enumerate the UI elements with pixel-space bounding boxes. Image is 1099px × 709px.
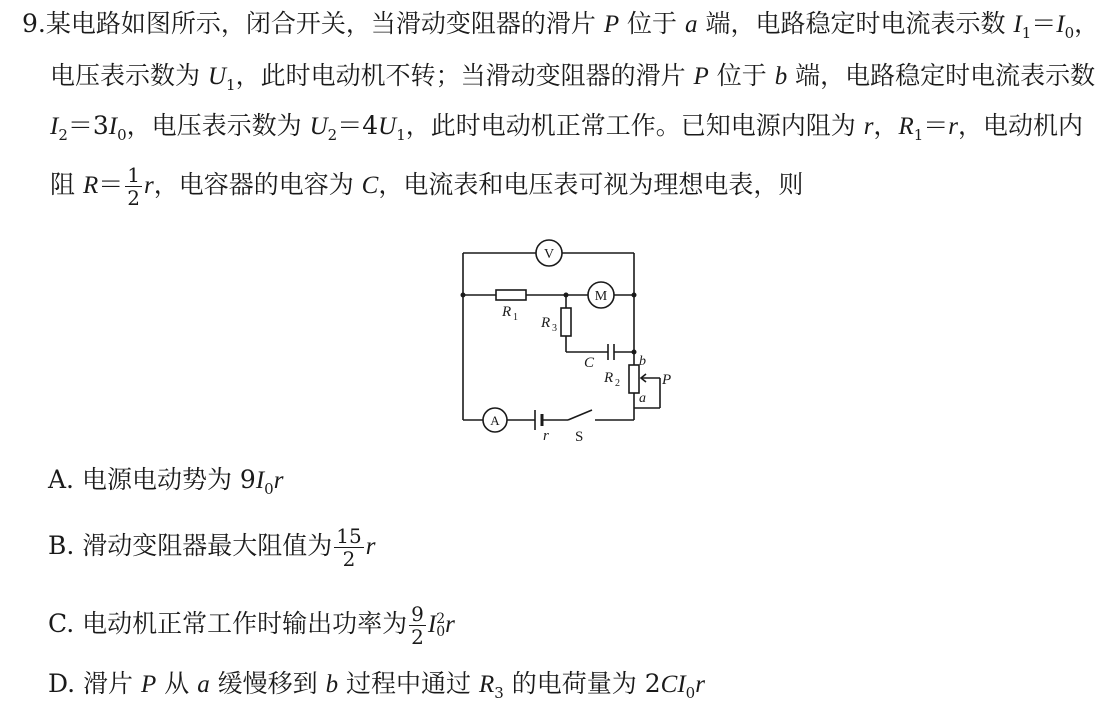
fraction-denominator: 2 (342, 547, 356, 571)
var-U2: U (309, 113, 328, 140)
var-r: r (365, 533, 376, 560)
text-segment: ，此时电动机正常工作。已知电源内阻为 (405, 111, 864, 140)
var-R: R (82, 172, 99, 199)
var-r: r (445, 611, 455, 638)
text-segment: D. 滑片 (48, 669, 141, 698)
text-segment: 电压表示数为 (50, 61, 208, 90)
junction-dot (564, 293, 569, 298)
text-segment: 过程中通过 (338, 669, 479, 698)
option-a[interactable] (48, 464, 283, 505)
text-segment: ，电压表示数为 (126, 111, 310, 140)
text-segment: 从 (156, 669, 198, 698)
sub: 0 (1064, 24, 1075, 42)
var-r: r (143, 172, 154, 199)
rheostat-r2 (629, 365, 639, 393)
junction-dot (632, 293, 637, 298)
var-P: P (693, 63, 709, 90)
ammeter-label: A (490, 413, 500, 428)
option-c[interactable] (48, 603, 455, 648)
fraction-fifteen-halves (334, 525, 363, 570)
text-segment: ， (873, 111, 899, 140)
var-I0: I (1056, 11, 1065, 38)
sub: 0 (685, 684, 696, 702)
slider-p-label: P (662, 372, 672, 388)
text-segment: 缓慢移到 (209, 669, 326, 698)
text-segment: ＝ (923, 111, 949, 140)
text-segment: ， (1074, 9, 1099, 38)
var-P: P (603, 11, 620, 38)
var-a: a (685, 11, 698, 38)
r3-sub: 3 (552, 323, 557, 334)
var-r: r (273, 467, 284, 494)
sub: 1 (226, 76, 236, 94)
var-U1: U (207, 63, 227, 90)
option-c-text: C. 电动机正常工作时输出功率为 (48, 609, 408, 638)
var-b: b (774, 63, 788, 90)
text-segment: ，电容器的电容为 (153, 170, 362, 199)
fraction-numerator: 1 (127, 163, 140, 187)
var-C: C (660, 671, 678, 698)
sub: 0 (264, 480, 274, 498)
sub: 3 (494, 684, 504, 702)
text-segment: ，电动机内 (958, 111, 1084, 140)
r3-label: R (541, 315, 551, 331)
var-r: r (695, 671, 705, 698)
option-b-text: B. 滑动变阻器最大阻值为 (48, 531, 333, 560)
text-segment: 位于 (708, 61, 775, 90)
var-P: P (141, 671, 157, 698)
sup: 2 (436, 610, 446, 627)
question-number: 9. (22, 9, 46, 38)
var-I: I (427, 611, 437, 638)
sub: 0 (117, 126, 127, 144)
r1-sub: 1 (513, 312, 518, 323)
text-segment: 阻 (50, 170, 83, 199)
junction-dot (632, 350, 637, 355)
var-U1: U (378, 113, 397, 140)
sub: 1 (1021, 24, 1032, 42)
var-I2: I (50, 113, 59, 140)
text-segment: 某电路如图所示，闭合开关，当滑动变阻器的滑片 (45, 9, 604, 38)
text-segment: 的电荷量为 2 (503, 669, 661, 698)
terminal-a-label: a (639, 391, 646, 406)
capacitor-label: C (584, 355, 595, 371)
var-R3: R (479, 671, 495, 698)
option-d[interactable] (48, 668, 705, 709)
r1-label: R (502, 304, 512, 320)
var-I: I (255, 467, 265, 494)
switch-blade (568, 410, 592, 420)
motor-label: M (594, 289, 608, 304)
resistor-r3 (561, 308, 571, 336)
fraction-denominator: 2 (411, 625, 424, 649)
text-segment: ，此时电动机不转；当滑动变阻器的滑片 (235, 61, 694, 90)
var-C: C (361, 172, 379, 199)
text-segment: ，电流表和电压表可视为理想电表，则 (378, 170, 804, 199)
text-segment: ＝4 (337, 111, 379, 140)
sup-sub-stack (436, 610, 446, 640)
sub: 1 (913, 126, 924, 144)
fraction-denominator: 2 (127, 186, 140, 210)
fraction-nine-halves (409, 603, 426, 648)
fraction-numerator: 9 (411, 602, 424, 626)
text-segment: 端，电路稳定时电流表示数 (697, 9, 1014, 38)
r2-sub: 2 (615, 378, 620, 389)
voltmeter-label: V (543, 247, 555, 262)
var-r: r (863, 113, 874, 140)
var-r: r (948, 113, 959, 140)
junction-dot (461, 293, 466, 298)
option-b[interactable] (48, 525, 375, 570)
fraction-numerator: 15 (336, 524, 362, 548)
resistor-r1 (496, 290, 526, 300)
text-segment: 端，电路稳定时电流表示数 (787, 61, 1096, 90)
text-segment: 位于 (619, 9, 685, 38)
text-segment: ＝ (1031, 9, 1057, 38)
option-a-text: A. 电源电动势为 9 (48, 465, 256, 494)
var-a: a (197, 671, 210, 698)
var-R1: R (898, 113, 914, 140)
internal-resistance-label: r (543, 428, 549, 444)
switch-label: S (575, 429, 584, 445)
terminal-b-label: b (639, 354, 646, 369)
sub: 2 (58, 126, 68, 144)
var-I1: I (1013, 11, 1022, 38)
var-b: b (325, 671, 339, 698)
sub: 1 (396, 126, 406, 144)
sub: 0 (436, 623, 446, 640)
text-segment: ＝ (98, 170, 124, 199)
r2-label: R (604, 370, 614, 386)
var-I0: I (108, 113, 118, 140)
sub: 2 (327, 126, 338, 144)
var-I: I (677, 671, 686, 698)
text-segment: ＝3 (67, 111, 109, 140)
